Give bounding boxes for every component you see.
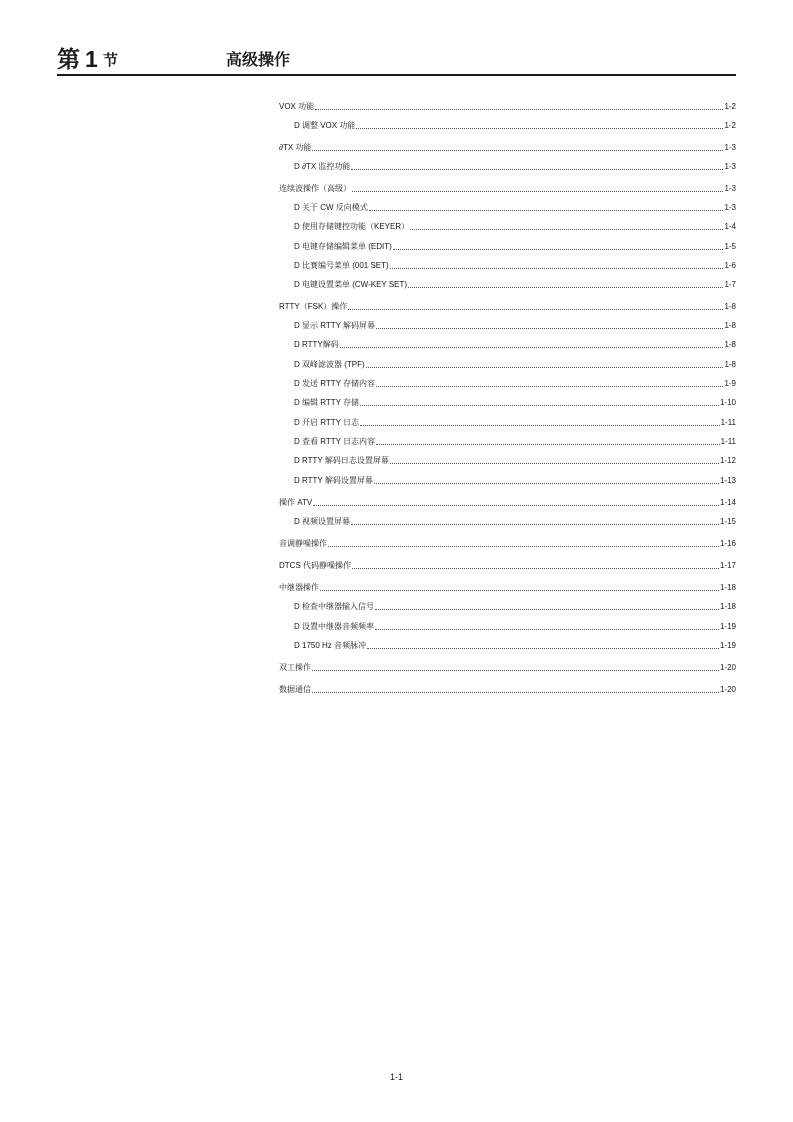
toc-entry[interactable] — [279, 180, 736, 194]
toc-entry-label: D 关于 CW 反向模式 — [294, 203, 368, 212]
toc-entry-label: D 双峰滤波器 (TPF) — [294, 360, 365, 369]
toc-dot-leader — [374, 483, 719, 484]
toc-entry-label: D 发送 RTTY 存储内容 — [294, 379, 376, 388]
toc-entry-label: D 查看 RTTY 日志内容 — [294, 437, 376, 446]
toc-entry-page: 1-19 — [719, 622, 736, 631]
toc-dot-leader — [408, 287, 723, 288]
toc-entry-label: 数据通信 — [279, 685, 311, 694]
toc-entry-page: 1-20 — [719, 685, 736, 694]
toc-entry-label: 双工操作 — [279, 663, 311, 672]
toc-dot-leader — [312, 670, 719, 671]
toc-entry-page: 1-2 — [724, 121, 736, 130]
toc-entry-page: 1-8 — [724, 302, 736, 311]
toc-dot-leader — [348, 309, 723, 310]
chapter-title: 高级操作 — [226, 52, 291, 69]
toc-entry-page: 1-3 — [724, 162, 736, 171]
toc-entry-label: D RTTY 解码日志设置屏幕 — [294, 456, 389, 465]
toc-subentry[interactable] — [294, 598, 736, 612]
toc-dot-leader — [369, 210, 724, 211]
toc-entry-page: 1-17 — [719, 561, 736, 570]
toc-subentry[interactable] — [294, 452, 736, 466]
toc-subentry[interactable] — [294, 637, 736, 651]
toc-entry-page: 1-8 — [724, 321, 736, 330]
section-word: 第 — [57, 46, 80, 72]
toc-entry-label: D 编辑 RTTY 存储 — [294, 398, 360, 407]
toc-dot-leader — [375, 629, 719, 630]
toc-dot-leader — [376, 328, 723, 329]
toc-subentry[interactable] — [294, 117, 736, 131]
toc-entry-page: 1-7 — [724, 280, 736, 289]
toc-entry-page: 1-8 — [724, 340, 736, 349]
toc-dot-leader — [376, 386, 723, 387]
toc-entry-label: D 1750 Hz 音频脉冲 — [294, 641, 367, 650]
toc-entry-page: 1-11 — [720, 437, 736, 446]
toc-entry-label: D RTTY 解码设置屏幕 — [294, 476, 373, 485]
toc-dot-leader — [360, 405, 719, 406]
section-header — [57, 44, 736, 76]
toc-dot-leader — [376, 444, 720, 445]
toc-entry-page: 1-2 — [724, 102, 736, 111]
section-suffix: 节 — [103, 52, 119, 69]
toc-entry-page: 1-18 — [719, 602, 736, 611]
toc-subentry[interactable] — [294, 472, 736, 486]
toc-dot-leader — [393, 249, 724, 250]
toc-entry-label: 连续波操作（高级） — [279, 184, 351, 193]
toc-entry-page: 1-5 — [724, 242, 736, 251]
toc-dot-leader — [375, 609, 719, 610]
toc-entry-page: 1-18 — [719, 583, 736, 592]
toc-dot-leader — [351, 524, 719, 525]
toc-dot-leader — [352, 191, 723, 192]
toc-entry-label: D 开启 RTTY 日志 — [294, 418, 360, 427]
toc-subentry[interactable] — [294, 336, 736, 350]
toc-entry[interactable] — [279, 535, 736, 549]
toc-entry-page: 1-12 — [719, 456, 736, 465]
toc-dot-leader — [312, 150, 723, 151]
toc-dot-leader — [315, 109, 723, 110]
toc-dot-leader — [320, 590, 719, 591]
toc-entry-label: RTTY（FSK）操作 — [279, 302, 348, 311]
toc-subentry[interactable] — [294, 238, 736, 252]
toc-entry[interactable] — [279, 681, 736, 695]
toc-dot-leader — [352, 568, 719, 569]
toc-dot-leader — [340, 347, 724, 348]
toc-dot-leader — [312, 692, 719, 693]
toc-dot-leader — [356, 128, 723, 129]
toc-entry-label: D 视频设置屏幕 — [294, 517, 350, 526]
toc-entry-label: 操作 ATV — [279, 498, 313, 507]
toc-dot-leader — [328, 546, 719, 547]
toc-dot-leader — [313, 505, 719, 506]
toc-entry-page: 1-20 — [719, 663, 736, 672]
toc-entry-page: 1-11 — [720, 418, 736, 427]
toc-entry-page: 1-3 — [724, 143, 736, 152]
toc-subentry[interactable] — [294, 433, 736, 447]
toc-entry-label: D 电键存储编辑菜单 (EDIT) — [294, 242, 392, 251]
toc-entry-page: 1-9 — [724, 379, 736, 388]
toc-entry[interactable] — [279, 659, 736, 673]
section-number: 1 — [85, 46, 98, 72]
toc-subentry[interactable] — [294, 276, 736, 290]
toc-subentry[interactable] — [294, 158, 736, 172]
toc-entry-label: D 电键设置菜单 (CW-KEY SET) — [294, 280, 408, 289]
toc-entry[interactable] — [279, 579, 736, 593]
toc-dot-leader — [390, 463, 719, 464]
toc-entry-page: 1-4 — [724, 222, 736, 231]
toc-subentry[interactable] — [294, 414, 736, 428]
toc-subentry[interactable] — [294, 257, 736, 271]
toc-subentry[interactable] — [294, 618, 736, 632]
toc-entry[interactable] — [279, 494, 736, 508]
toc-entry-page: 1-15 — [719, 517, 736, 526]
toc-dot-leader — [366, 367, 724, 368]
toc-entry-label: D ∂TX 监控功能 — [294, 162, 351, 171]
toc-entry-label: D 显示 RTTY 解码屏幕 — [294, 321, 376, 330]
toc-entry-label: ∂TX 功能 — [279, 143, 312, 152]
toc-entry-label: 中继器操作 — [279, 583, 319, 592]
toc-entry-page: 1-3 — [724, 203, 736, 212]
toc-dot-leader — [351, 169, 723, 170]
toc-entry-page: 1-10 — [719, 398, 736, 407]
toc-subentry[interactable] — [294, 375, 736, 389]
toc-entry-page: 1-6 — [724, 261, 736, 270]
toc-entry-label: D 调整 VOX 功能 — [294, 121, 356, 130]
toc-entry-page: 1-13 — [719, 476, 736, 485]
toc-entry-label: 音调静噪操作 — [279, 539, 327, 548]
page-number: 1-1 — [389, 1072, 403, 1082]
toc-subentry[interactable] — [294, 317, 736, 331]
toc-entry-label: VOX 功能 — [279, 102, 315, 111]
toc-entry-page: 1-3 — [724, 184, 736, 193]
toc-entry-label: DTCS 代码静噪操作 — [279, 561, 351, 570]
toc-dot-leader — [367, 648, 719, 649]
toc-entry-label: D 使用存储键控功能（KEYER） — [294, 222, 410, 231]
toc-subentry[interactable] — [294, 199, 736, 213]
toc-entry-page: 1-19 — [719, 641, 736, 650]
toc-subentry[interactable] — [294, 218, 736, 232]
toc-entry-page: 1-8 — [724, 360, 736, 369]
toc-entry[interactable] — [279, 98, 736, 112]
toc-entry[interactable] — [279, 557, 736, 571]
toc-dot-leader — [360, 425, 720, 426]
toc-entry-label: D 比赛编号菜单 (001 SET) — [294, 261, 389, 270]
toc-entry-page: 1-16 — [719, 539, 736, 548]
toc-entry-label: D 检查中继器输入信号 — [294, 602, 374, 611]
toc-entry[interactable] — [279, 139, 736, 153]
toc-entry-label: D RTTY解码 — [294, 340, 339, 349]
toc-dot-leader — [410, 229, 723, 230]
toc-subentry[interactable] — [294, 394, 736, 408]
toc-subentry[interactable] — [294, 513, 736, 527]
toc-entry[interactable] — [279, 298, 736, 312]
toc-entry-label: D 设置中继器音频频率 — [294, 622, 374, 631]
toc-dot-leader — [390, 268, 724, 269]
toc-entry-page: 1-14 — [719, 498, 736, 507]
toc-subentry[interactable] — [294, 356, 736, 370]
